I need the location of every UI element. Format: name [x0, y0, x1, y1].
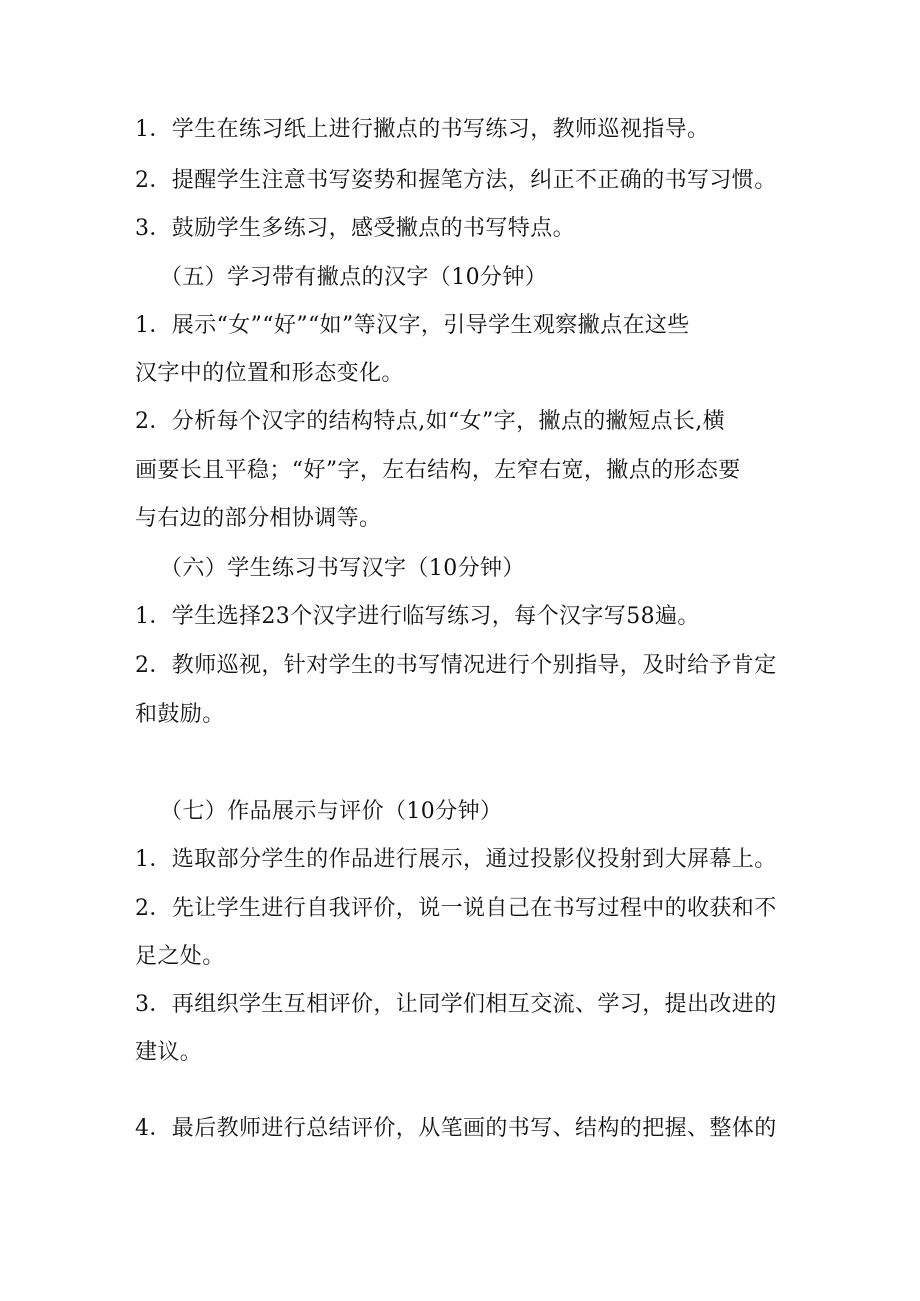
paragraph-line: 3．再组织学生互相评价，让同学们相互交流、学习，提出改进的 [135, 992, 777, 1017]
section-heading: （七）作品展示与评价（10分钟） [160, 799, 503, 824]
paragraph-line: 画要长且平稳；“好”字，左右结构，左窄右宽，撇点的形态要 [135, 458, 741, 483]
paragraph-line: 2．分析每个汉字的结构特点,如“女”字，撇点的撇短点长,横 [135, 409, 726, 434]
paragraph-line: 3．鼓励学生多练习，感受撇点的书写特点。 [135, 216, 575, 241]
paragraph-line: 1．展示“女”“好”“如”等汉字，引导学生观察撇点在这些 [135, 313, 690, 338]
paragraph-line: 4．最后教师进行总结评价，从笔画的书写、结构的把握、整体的 [135, 1116, 777, 1141]
paragraph-line: 足之处。 [135, 944, 225, 969]
paragraph-line: 1．选取部分学生的作品进行展示，通过投影仪投射到大屏幕上。 [135, 847, 777, 872]
paragraph-line: 2．提醒学生注意书写姿势和握笔方法，纠正不正确的书写习惯。 [135, 168, 777, 193]
paragraph-line: 2．先让学生进行自我评价，说一说自己在书写过程中的收获和不 [135, 896, 777, 921]
paragraph-line: 和鼓励。 [135, 702, 225, 727]
paragraph-line: 2．教师巡视，针对学生的书写情况进行个别指导，及时给予肯定 [135, 653, 777, 678]
section-heading: （五）学习带有撇点的汉字（10分钟） [160, 265, 548, 290]
paragraph-line: 1．学生在练习纸上进行撇点的书写练习，教师巡视指导。 [135, 117, 710, 142]
paragraph-line: 汉字中的位置和形态变化。 [135, 361, 404, 386]
paragraph-line: 与右边的部分相协调等。 [135, 506, 382, 531]
paragraph-line: 1．学生选择23个汉字进行临写练习，每个汉字写58遍。 [135, 604, 700, 629]
paragraph-line: 建议。 [135, 1040, 203, 1065]
section-heading: （六）学生练习书写汉字（10分钟） [160, 556, 525, 581]
